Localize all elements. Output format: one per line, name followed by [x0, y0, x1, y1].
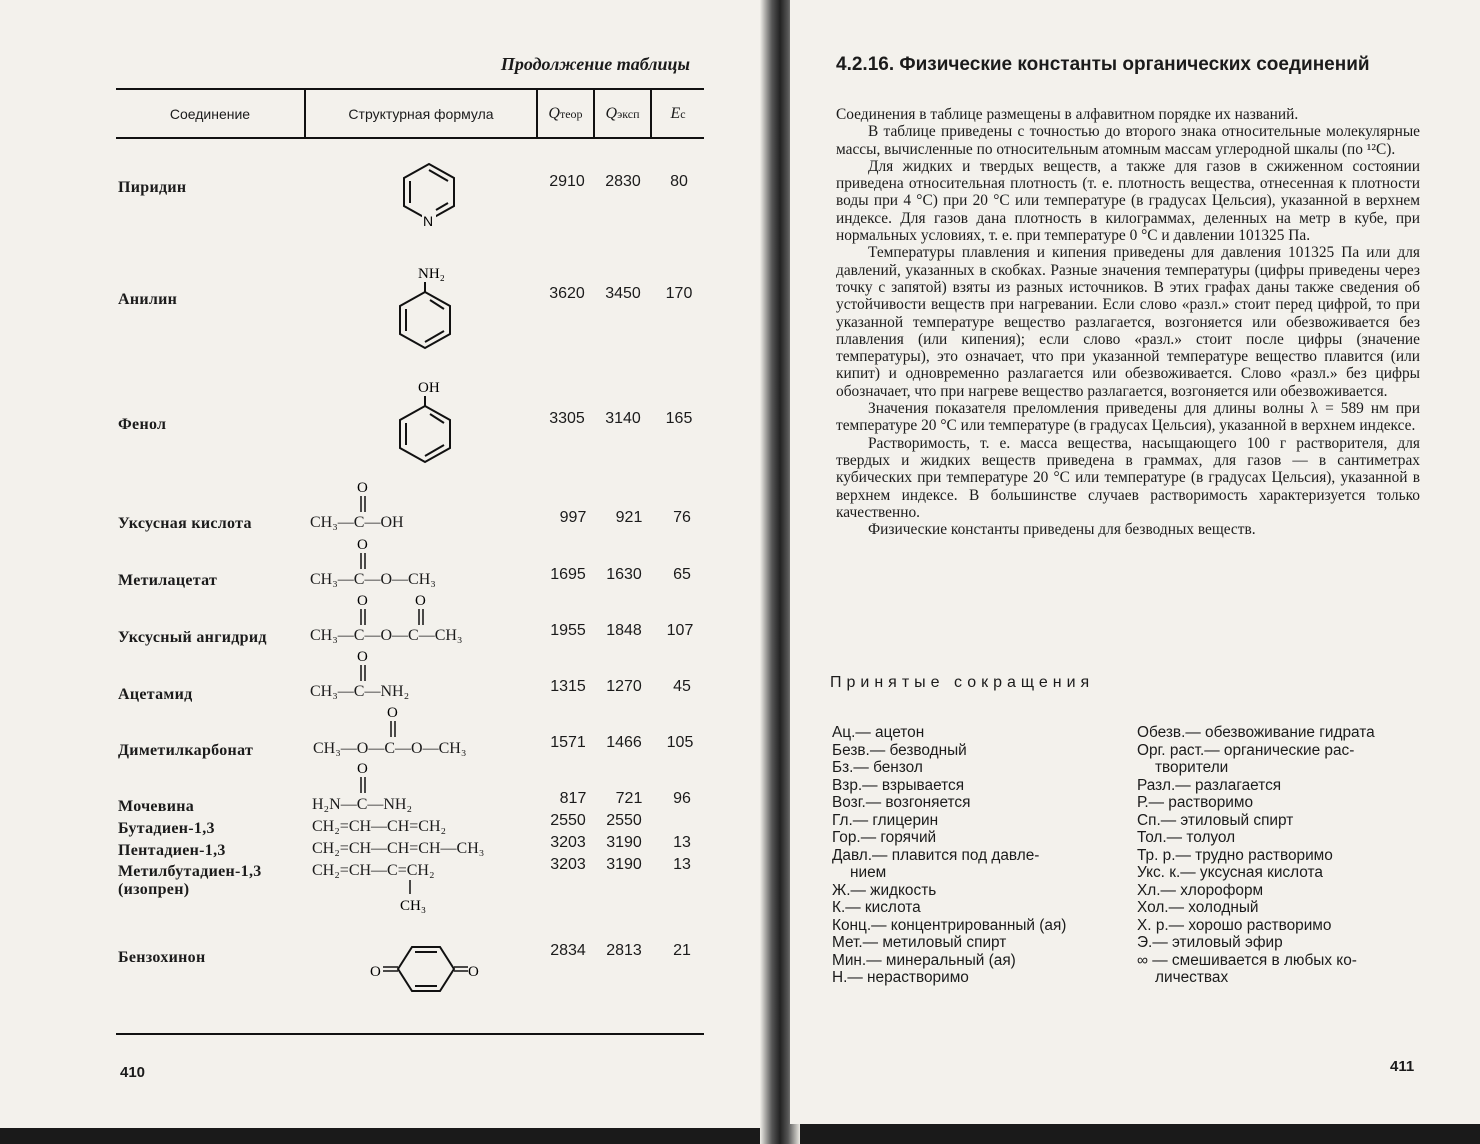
- abbr-item: ∞ — смешивается в любых ко-: [1137, 951, 1357, 969]
- abbr-item: Взр.— взрывается: [832, 776, 965, 794]
- abbr-item-continued: нием: [850, 864, 887, 881]
- q-theor-symbol: Q: [548, 105, 560, 122]
- e-value: 105: [666, 734, 694, 751]
- aniline-structure: [388, 262, 468, 354]
- compound-name: Фенол: [118, 416, 167, 433]
- header-e: [652, 90, 704, 138]
- abbr-item-continued: творители: [1155, 759, 1229, 776]
- abbreviations-title: Принятые сокращения: [830, 674, 1095, 691]
- abbr-item: Сп.— этиловый спирт: [1137, 811, 1294, 829]
- table-caption: Продолжение таблицы: [500, 54, 690, 74]
- paragraph: Физические константы приведены для безводных веществ.: [868, 521, 1256, 539]
- structural-formula: CH₃—C—O—C—CH₃: [310, 627, 463, 644]
- compound-name: Метилацетат: [118, 572, 218, 589]
- structural-formula: CH₂=CH—CH=CH—CH₃: [312, 840, 485, 857]
- paragraph: Значения показателя преломления приведены для длины волны λ = 589 нм при температуре 20 °C или температуре (в градусах Цельсия), указанной в верхнем индексе.: [836, 400, 1420, 435]
- abbr-item: К.— кислота: [832, 899, 921, 916]
- abbr-item: Орг. раст.— органические рас-: [1137, 741, 1355, 759]
- paragraph: Соединения в таблице размещены в алфавитном порядке их названий.: [836, 106, 1299, 123]
- abbr-item: Э.— этиловый эфир: [1137, 934, 1283, 951]
- q-exp-value: 1466: [606, 734, 642, 751]
- q-theor-value: 817: [559, 790, 587, 807]
- q-exp-value: 2550: [606, 812, 642, 829]
- compound-name: Бутадиен-1,3: [118, 820, 215, 837]
- table-bottom-rule: [116, 1033, 704, 1035]
- structural-formula: CH₃—O—C—O—CH₃: [313, 740, 467, 757]
- abbr-item: Тол.— толуол: [1137, 829, 1236, 846]
- abbr-item: Давл.— плавится под давле-: [832, 846, 1040, 864]
- intro-text: [836, 106, 1420, 538]
- carbonyl-group: [352, 591, 376, 629]
- abbr-item: Укс. к.— уксусная кислота: [1137, 864, 1323, 881]
- e-value: 21: [673, 942, 691, 959]
- structural-formula: CH₃—C—OH: [310, 514, 404, 531]
- compound-name: Ацетамид: [118, 686, 193, 703]
- oxygen-label: O: [357, 649, 368, 665]
- q-theor-value: 1955: [550, 622, 586, 639]
- abbreviations-right: [1137, 724, 1375, 987]
- paragraph: Растворимость, т. е. масса вещества, насыщающего 100 г растворителя, для твердых и жидких веществ приведена в граммах, для газов — в сантиметрах кубических при температуре 20 °C или температуре (в градусах Цельсия), указанной в верхнем индексе. В большинстве случаев растворимость характеризуется только качественно.: [836, 434, 1420, 521]
- e-value: 65: [673, 566, 691, 583]
- q-exp-value: 721: [615, 790, 643, 807]
- q-theor-value: 3203: [550, 856, 586, 873]
- oxygen-label: O: [357, 761, 368, 777]
- abbr-item: Х. р.— хорошо растворимо: [1137, 916, 1332, 934]
- e-value: 13: [673, 856, 691, 873]
- header-q-theor: [538, 90, 593, 138]
- compound-name: Метилбутадиен-1,3 (изопрен): [118, 863, 262, 898]
- abbr-item: Ац.— ацетон: [832, 724, 925, 741]
- q-theor-value: 1571: [550, 734, 586, 751]
- abbr-item: Безв.— безводный: [832, 741, 967, 759]
- e-value: 80: [670, 173, 688, 190]
- header-formula: Структурная формула: [348, 106, 494, 122]
- q-theor-value: 3305: [549, 410, 585, 427]
- abbr-item: Хол.— холодный: [1137, 899, 1259, 916]
- e-value: 96: [673, 790, 691, 807]
- e-value: 107: [666, 622, 694, 639]
- e-subscript: с: [680, 106, 686, 121]
- abbr-item: Ж.— жидкость: [832, 881, 937, 899]
- abbr-item: Конц.— концентрированный (ая): [832, 916, 1067, 934]
- header-compound: Соединение: [169, 106, 251, 122]
- oxygen-label: O: [370, 964, 381, 980]
- carbonyl-group: [352, 759, 376, 797]
- q-theor-value: 2834: [550, 942, 586, 959]
- structural-formula: CH₂=CH—CH=CH₂: [312, 818, 447, 835]
- e-value: 45: [673, 678, 691, 695]
- oxygen-label: O: [387, 705, 398, 721]
- abbr-item: Гл.— глицерин: [832, 811, 939, 829]
- paragraph: В таблице приведены с точностью до второго знака относительные молекулярные массы, вычисленные по относительным атомным массам углеродной шкалы (по ¹²C).: [836, 123, 1420, 158]
- amino-label: NH₂: [418, 266, 445, 282]
- q-exp-value: 921: [615, 509, 643, 526]
- paragraph: Температуры плавления и кипения приведены для давления 101325 Па или для давлений, указанных в скобках. Разные значения температуры (цифры приведены через точку с запятой) взяты из разных источников. В этих графах даны также сведения об устойчивости веществ при нагревании. Если слово «разл.» стоит перед цифрой, то при указанной температуре вещество разлагается, возгоняется или обезвоживается без плавления (или кипения); если слово «разл.» стоит после цифры (значение температуры), это означает, что при указанной температуре вещество плавится (или кипит) и одновременно разлагается или обезвоживается. Слово «разл.» без цифры обозначает, что при нагреве вещество разлагается, возгоняется или обезвоживается.: [836, 244, 1420, 400]
- phenol-structure: [388, 376, 468, 468]
- abbr-item: Р.— растворимо: [1137, 794, 1254, 811]
- q-exp-value: 3140: [605, 410, 641, 427]
- compound-name: Анилин: [118, 291, 178, 308]
- carbonyl-group: [382, 703, 406, 741]
- methyl-label: CH₃: [400, 898, 427, 914]
- abbr-item: Возг.— возгоняется: [832, 794, 971, 811]
- q-exp-value: 1848: [606, 622, 642, 639]
- abbr-item: Бз.— бензол: [832, 759, 923, 776]
- abbr-item: Гор.— горячий: [832, 829, 937, 846]
- section-title: 4.2.16. Физические константы органических соединений: [836, 54, 1370, 75]
- abbr-item: Тр. р.— трудно растворимо: [1137, 846, 1333, 864]
- compound-name: Пентадиен-1,3: [118, 842, 226, 859]
- e-value: 13: [673, 834, 691, 851]
- q-theor-value: 1315: [550, 678, 586, 695]
- page-number: 411: [1390, 1058, 1415, 1075]
- compound-name: Диметилкарбонат: [118, 742, 254, 759]
- pyridine-structure: [396, 158, 466, 232]
- nitrogen-label: N: [423, 213, 434, 229]
- oxygen-label: O: [415, 593, 426, 609]
- abbr-item: Хл.— хлороформ: [1137, 881, 1264, 899]
- abbr-item-continued: личествах: [1155, 969, 1229, 986]
- q-exp-value: 3190: [606, 834, 642, 851]
- structural-formula: CH₃—C—O—CH₃: [310, 571, 436, 588]
- q-theor-value: 1695: [550, 566, 586, 583]
- header-q-exp: [595, 90, 650, 138]
- q-exp-value: 3450: [605, 285, 641, 302]
- structural-formula: CH₃—C—NH₂: [310, 683, 410, 700]
- q-exp-value: 2813: [606, 942, 642, 959]
- abbr-item: Мин.— минеральный (ая): [832, 951, 1016, 969]
- page-number: 410: [120, 1064, 146, 1081]
- abbr-item: Разл.— разлагается: [1137, 776, 1282, 794]
- abbr-item: Н.— нерастворимо: [832, 969, 969, 986]
- oxygen-label: O: [357, 537, 368, 553]
- abbreviations-left: [832, 724, 1066, 987]
- e-value: 170: [665, 285, 693, 302]
- right-page: [790, 0, 1480, 1124]
- oxygen-label: O: [357, 480, 368, 496]
- q-exp-symbol: Q: [605, 105, 618, 122]
- compound-name: Бензохинон: [118, 949, 206, 966]
- paragraph: Для жидких и твердых веществ, а также для газов в сжиженном состоянии приведена относительная плотность (т. е. плотность вещества, отнесенная к плотности воды при 4 °C) при 20 °C или температуре (в градусах Цельсия), указанной в верхнем индексе. Для газов дана плотность в килограммах, деленных на метр в кубе, при нормальных условиях, т. е. при температуре 0 °C и давлении 101325 Па.: [836, 157, 1420, 245]
- methyl-branch: [398, 878, 438, 916]
- carbonyl-group: [352, 535, 376, 573]
- abbr-item: Мет.— метиловый спирт: [832, 934, 1007, 951]
- q-theor-value: 2550: [550, 812, 586, 829]
- carbonyl-group: [410, 591, 434, 629]
- compound-name: Пиридин: [118, 179, 187, 196]
- compound-name: Мочевина: [118, 798, 195, 815]
- e-symbol: E: [670, 105, 681, 122]
- carbonyl-group: [352, 478, 376, 516]
- e-value: 165: [665, 410, 693, 427]
- q-theor-subscript: теор: [559, 106, 583, 121]
- oxygen-label: O: [468, 964, 479, 980]
- oxygen-label: O: [357, 593, 368, 609]
- q-exp-subscript: эксп: [617, 106, 640, 121]
- q-exp-value: 3190: [606, 856, 642, 873]
- q-exp-value: 2830: [605, 173, 641, 190]
- q-theor-value: 3203: [550, 834, 586, 851]
- compound-name: Уксусная кислота: [118, 515, 252, 532]
- structural-formula: H₂N—C—NH₂: [312, 796, 413, 813]
- carbonyl-group: [352, 647, 376, 685]
- q-exp-value: 1270: [606, 678, 642, 695]
- abbr-item: Обезв.— обезвоживание гидрата: [1137, 724, 1375, 741]
- structural-formula: CH₂=CH—C=CH₂: [312, 862, 435, 879]
- q-exp-value: 1630: [606, 566, 642, 583]
- hydroxyl-label: OH: [418, 380, 440, 396]
- compound-name: Уксусный ангидрид: [118, 629, 267, 646]
- benzoquinone-structure: [368, 938, 488, 1002]
- q-theor-value: 2910: [549, 173, 585, 190]
- q-theor-value: 997: [559, 509, 587, 526]
- e-value: 76: [673, 509, 691, 526]
- q-theor-value: 3620: [549, 285, 585, 302]
